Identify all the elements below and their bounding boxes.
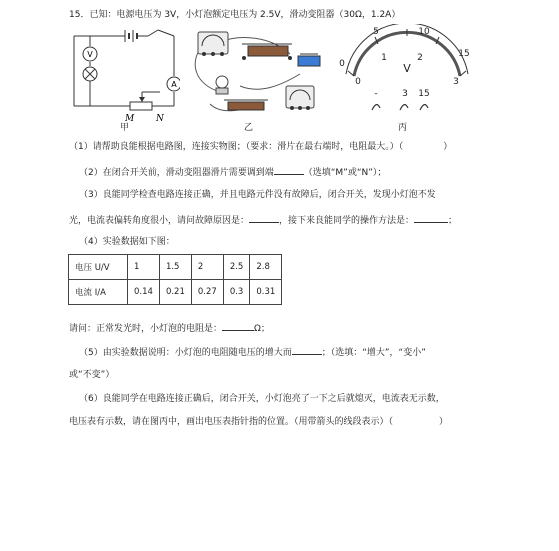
voltmeter-symbol-label: V [87, 50, 93, 59]
scale-bottom-1: 1 [381, 53, 387, 63]
apparatus-figure-yi [180, 24, 330, 130]
voltage-cell: 2 [191, 255, 223, 280]
table-row-voltage [69, 255, 282, 280]
part2-text: （2）在闭合开关前，滑动变阻器滑片需要调到端 （选填“M”或“N”）； [79, 165, 386, 179]
answer-blank-3a[interactable] [249, 213, 279, 223]
answer-blank-2[interactable] [274, 165, 304, 175]
part3-line2: 光，电流表偏转角度很小，请问故障原因是： ，接下来良能同学的操作方法是： ； [69, 213, 457, 227]
current-cell: 0.3 [223, 280, 250, 305]
part4-text: （4）实验数据如下图： [79, 237, 175, 247]
current-cell: 0.31 [250, 280, 282, 305]
part5-line1: （5）由实验数据说明：小灯泡的电阻随电压的增大而 ；（选填：“增大”，“变小” [79, 345, 426, 359]
answer-blank-3b[interactable] [414, 213, 448, 223]
circuit-diagram-jia [70, 26, 180, 130]
part6-line1: （6）良能同学在电路连接正确后，闭合开关，小灯泡亮了一下之后就熄灭，电流表无示数， [79, 394, 445, 404]
terminal-minus: - [374, 89, 378, 99]
voltage-cell: 1.5 [159, 255, 191, 280]
label-m: M [125, 114, 135, 124]
voltage-cell: 2.5 [223, 255, 250, 280]
terminal-3: 3 [402, 89, 408, 99]
scale-top-5: 5 [373, 27, 379, 37]
question-header: 15．已知：电源电压为 3V，小灯泡额定电压为 2.5V，滑动变阻器（30Ω，1.2A） [69, 10, 401, 20]
scale-top-10: 10 [418, 27, 430, 37]
figure-label-bing: 丙 [398, 123, 408, 133]
label-n: N [156, 114, 164, 124]
part5-line2: 或“不变”） [69, 370, 115, 380]
part1-text: （1）请帮助良能根据电路图，连接实物图；（要求：滑片在最右端时，电阻最大。）（ ） [69, 142, 453, 152]
current-cell: 0.21 [159, 280, 191, 305]
figure-label-jia: 甲 [120, 123, 130, 133]
current-cell: 0.27 [191, 280, 223, 305]
voltage-cell: 1 [128, 255, 160, 280]
answer-blank-5[interactable] [292, 345, 322, 355]
current-header: 电流 I/A [69, 280, 128, 305]
data-table [68, 254, 282, 305]
part6-line2: 电压表有示数，请在图丙中，画出电压表指针指的位置。（用带箭头的线段表示）（ ） [69, 417, 449, 427]
voltage-header: 电压 U/V [69, 255, 128, 280]
answer-blank-4[interactable] [222, 321, 254, 331]
part4-question: 请问：正常发光时，小灯泡的电阻是： Ω； [69, 321, 270, 335]
current-cell: 0.14 [128, 280, 160, 305]
scale-bottom-2: 2 [417, 53, 423, 63]
ammeter-symbol-label: A [171, 80, 177, 89]
scale-top-15: 15 [458, 49, 470, 59]
scale-bottom-3: 3 [453, 77, 459, 87]
table-row-current [69, 280, 282, 305]
voltmeter-face-bing [332, 24, 482, 120]
figure-label-yi: 乙 [244, 123, 254, 133]
meter-unit: V [403, 62, 411, 75]
scale-bottom-0: 0 [355, 77, 361, 87]
scale-top-0: 0 [339, 59, 345, 69]
terminal-15: 15 [418, 89, 430, 99]
part3-line1: （3）良能同学检查电路连接正确，并且电路元件没有故障后，闭合开关，发现小灯泡不发 [79, 190, 436, 200]
voltage-cell: 2.8 [250, 255, 282, 280]
